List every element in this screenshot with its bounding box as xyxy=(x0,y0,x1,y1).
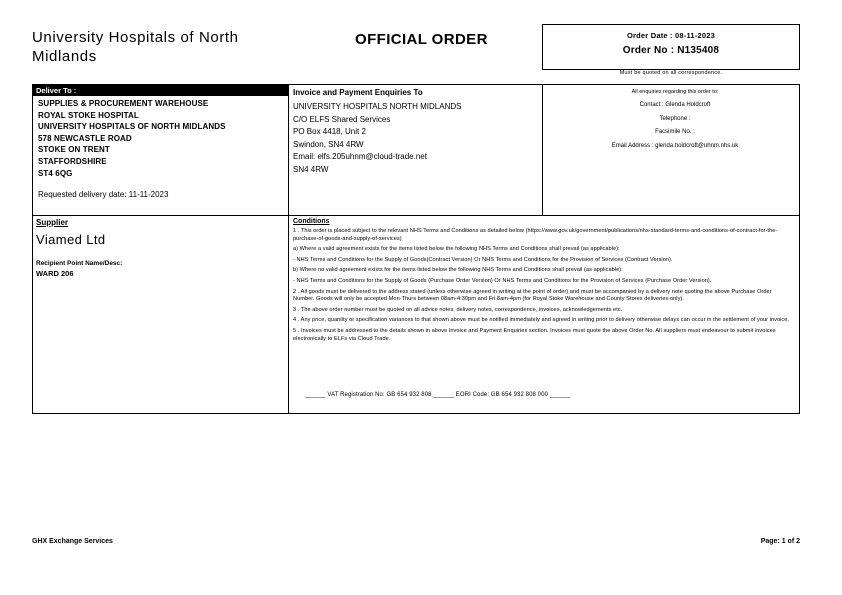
condition-paragraph: a) Where a valid agreement exists for the items listed below the following NHS Terms and Conditions shall prevail (as applicable): xyxy=(293,246,620,253)
deliver-to-line: ROYAL STOKE HOSPITAL xyxy=(38,110,139,120)
order-meta-box xyxy=(542,24,800,70)
deliver-to-line: STOKE ON TRENT xyxy=(38,145,110,155)
enquiries-contact: Contact : Glenda Holdcroft xyxy=(639,102,711,108)
vat-registration-line: ______ VAT Registration No: GB 654 932 808 ______ EORI Code: GB 654 932 808 000 ______ xyxy=(305,392,571,398)
condition-paragraph: b) Where no valid agreement exists for the items listed below the following NHS Terms and Conditions shall prevail (as applicable): xyxy=(293,267,623,274)
condition-paragraph: 5 . Invoices must be addressed to the details shown in above Invoice and Payment Enquiries section. Invoices must quote the above Order No. All suppliers must endeavour to submit invoices electronically to ELFs via Cloud Trade. xyxy=(293,327,776,342)
recipient-point-value: WARD 206 xyxy=(36,269,74,278)
order-note: Must be quoted on all correspondence. xyxy=(619,70,723,76)
vertical-divider-left xyxy=(288,84,289,414)
footer-page-number: Page: 1 of 2 xyxy=(760,538,800,545)
footer-service-name: GHX Exchange Services xyxy=(32,538,113,545)
invoice-line: C/O ELFS Shared Services xyxy=(293,114,391,124)
invoice-line: UNIVERSITY HOSPITALS NORTH MIDLANDS xyxy=(293,102,462,111)
invoice-email: Email: elfs.205uhnm@cloud-trade.net xyxy=(293,152,427,161)
invoice-enquiries-address xyxy=(293,101,533,176)
deliver-to-line: ST4 6QG xyxy=(38,168,73,178)
conditions-body xyxy=(293,228,793,346)
deliver-to-heading: Deliver To : xyxy=(33,85,288,96)
invoice-line: SN4 4RW xyxy=(293,164,329,174)
enquiries-contact-block xyxy=(552,99,798,153)
deliver-to-line: UNIVERSITY HOSPITALS OF NORTH MIDLANDS xyxy=(38,122,226,132)
invoice-enquiries-heading: Invoice and Payment Enquiries To xyxy=(293,88,423,97)
deliver-to-address xyxy=(38,98,286,179)
deliver-to-line: SUPPLIES & PROCUREMENT WAREHOUSE xyxy=(38,99,209,108)
supplier-name: Viamed Ltd xyxy=(36,232,106,247)
condition-paragraph: 4 . Any price, quantity or specification variances to that shown above must be notified immediately and agreed in writing prior to delivery otherwise delays can occur in the settlement of your invoice. xyxy=(293,317,790,324)
deliver-to-line: 578 NEWCASTLE ROAD xyxy=(38,133,132,143)
supplier-label: Supplier xyxy=(36,218,69,227)
condition-paragraph: 2 . All goods must be delivered to the address stated (unless otherwise agreed in writing at the point of order) and must be accompanied by a delivery note quoting the above Purchase Order Number. Goods will only be accepted Mon-Thurs between 08am-4:30pm and Fri 8am-4pm (for Royal Stoke Warehouse and County Stores deliveries only). xyxy=(293,288,772,303)
condition-paragraph: 1 . This order is placed subject to the relevant NHS Terms and Conditions as detailed below (https://www.gov.uk/government/publications/nhs-standard-terms-and-conditions-of-contract-for-the-purchase-of-goods-and-supply-of-services) xyxy=(293,228,778,242)
requested-delivery-date: Requested delivery date: 11-11-2023 xyxy=(38,190,169,199)
horizontal-divider xyxy=(32,215,800,216)
enquiries-facsimile: Facsimile No. : xyxy=(655,129,695,135)
document-title: OFFICIAL ORDER xyxy=(355,31,488,48)
invoice-line: PO Box 4418, Unit 2 xyxy=(293,127,366,136)
condition-paragraph: - NHS Terms and Conditions for the Supply of Goods(Contract Version) Or NHS Terms and Conditions for the Provision of Services (Contract Version). xyxy=(293,256,673,263)
order-date: Order Date : 08-11-2023 xyxy=(627,31,715,40)
enquiries-title: All enquiries regarding this order to: xyxy=(631,89,719,95)
condition-paragraph: - NHS Terms and Conditions for the Supply of Goods (Purchase Order Version) Or NHS Terms and Conditions for the Provision of Services (Purchase Order Version). xyxy=(293,277,712,284)
organisation-title: University Hospitals of North Midlands xyxy=(32,29,239,65)
vertical-divider-right xyxy=(542,84,543,215)
recipient-point-label: Recipient Point Name/Desc: xyxy=(36,260,123,267)
condition-paragraph: 3 . The above order number must be quoted on all advice notes, delivery notes, correspondence, invoices, acknowledgements etc. xyxy=(293,306,623,313)
invoice-line: Swindon, SN4 4RW xyxy=(293,139,364,149)
conditions-title: Conditions xyxy=(293,218,330,225)
order-number: Order No : N135408 xyxy=(622,45,720,56)
enquiries-email: Email Address : glenda.holdcroft@uhnm.nhs.uk xyxy=(611,142,739,149)
deliver-to-line: STAFFORDSHIRE xyxy=(38,156,107,166)
enquiries-telephone: Telephone : xyxy=(659,115,691,122)
